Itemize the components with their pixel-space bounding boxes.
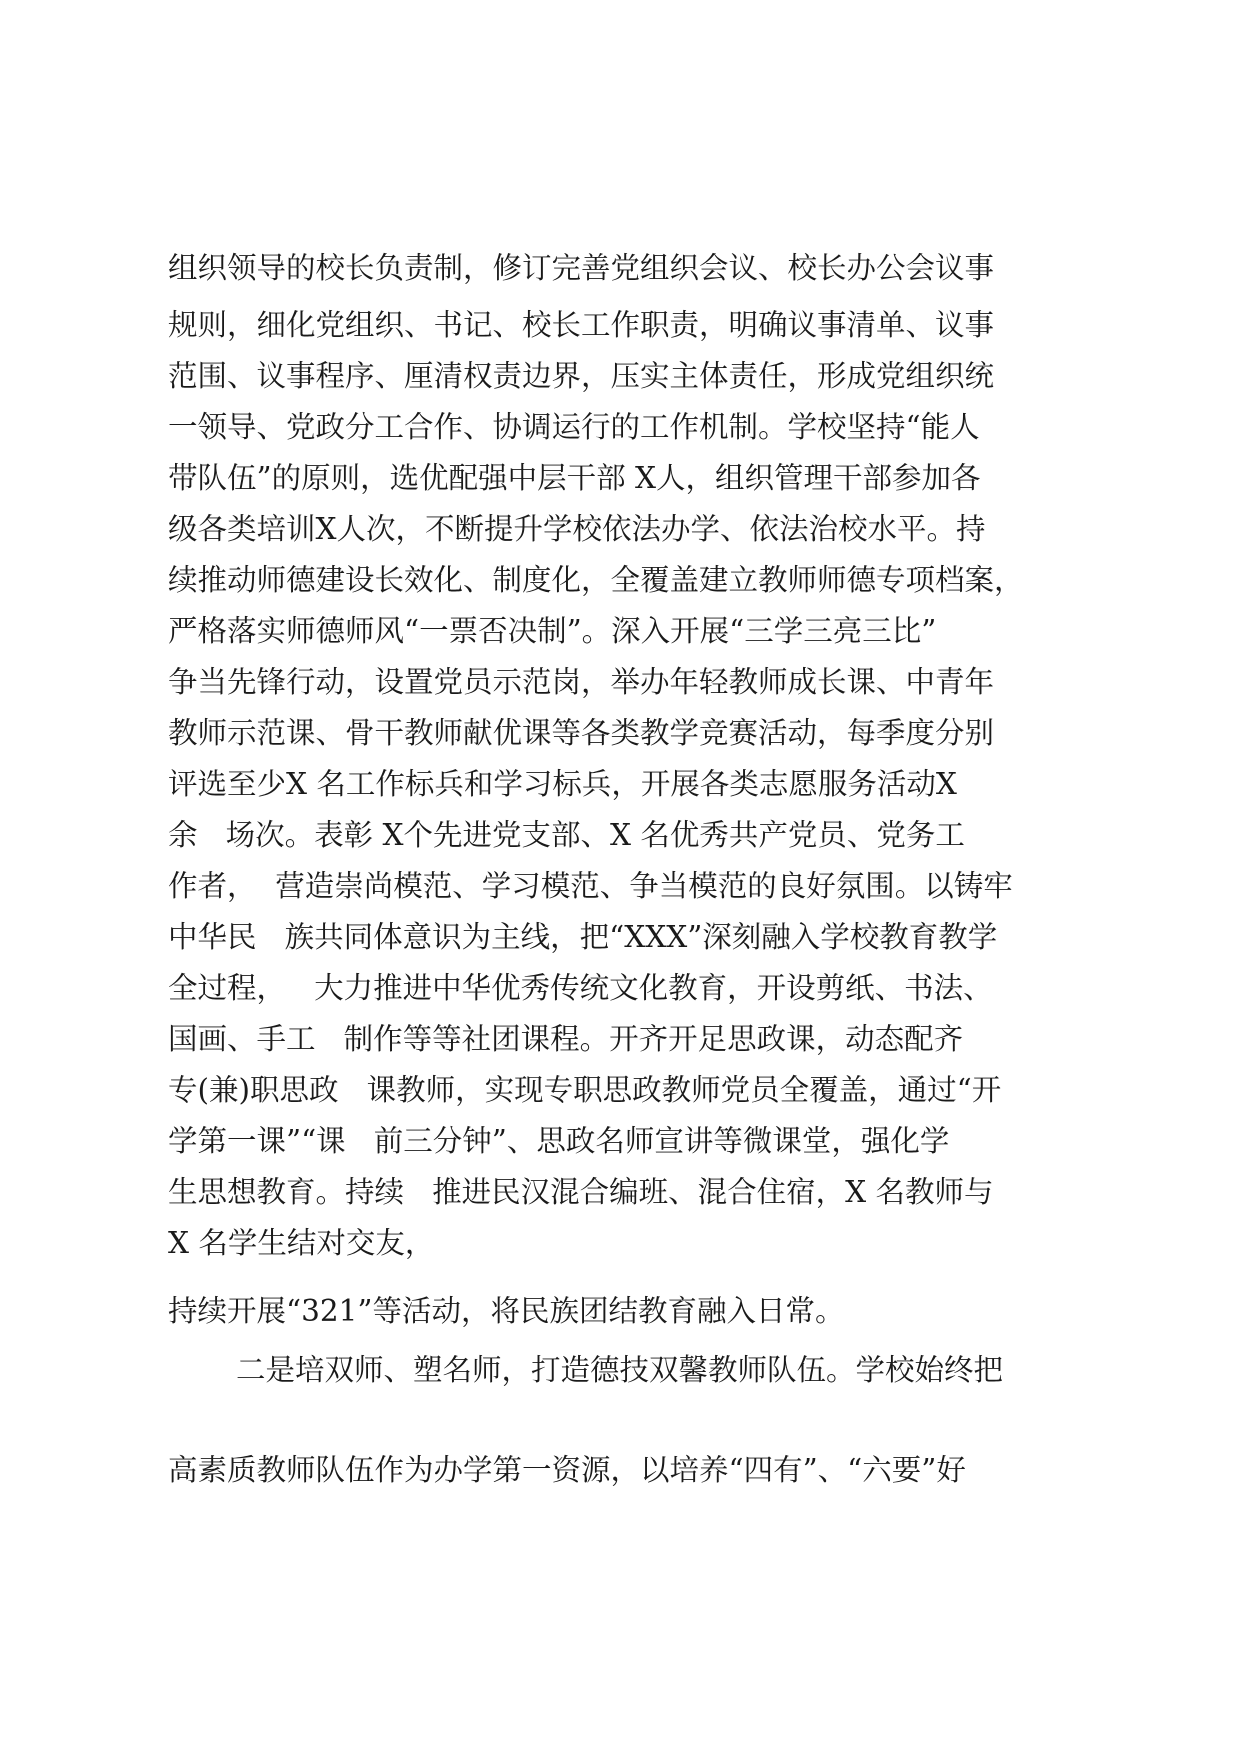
text-line: 持续开展“321”等活动，将民族团结教育融入日常。	[168, 1294, 845, 1328]
text-line: 专(兼)职思政 课教师，实现专职思政教师党员全覆盖，通过“开	[168, 1073, 1002, 1107]
text-line: 严格落实师德师风“一票否决制”。深入开展“三学三亮三比”	[168, 614, 937, 648]
text-line: 教师示范课、骨干教师献优课等各类教学竞赛活动，每季度分别	[168, 716, 995, 750]
text-line: 余 场次。表彰 X个先进党支部、X 名优秀共产党员、党务工	[168, 818, 965, 852]
text-line: 全过程， 大力推进中华优秀传统文化教育，开设剪纸、书法、	[168, 971, 993, 1005]
text-line: 续推动师德建设长效化、制度化，全覆盖建立教师师德专项档案，	[168, 563, 1024, 597]
text-line: 带队伍”的原则，选优配强中层干部 X人，组织管理干部参加各	[168, 461, 981, 495]
paragraph-start-line: 二是培双师、塑名师，打造德技双馨教师队伍。学校始终把	[236, 1353, 1004, 1387]
text-line: 争当先锋行动，设置党员示范岗，举办年轻教师成长课、中青年	[168, 665, 995, 699]
text-line: 范围、议事程序、厘清权责边界，压实主体责任，形成党组织统	[168, 359, 995, 393]
text-line: 高素质教师队伍作为办学第一资源，以培养“四有”、“六要”好	[168, 1453, 966, 1487]
text-line: 国画、手工 制作等等社团课程。开齐开足思政课，动态配齐	[168, 1022, 964, 1056]
text-line: 一领导、党政分工合作、协调运行的工作机制。学校坚持“能人	[168, 410, 980, 444]
text-line: 中华民 族共同体意识为主线，把“XXX”深刻融入学校教育教学	[168, 920, 998, 954]
text-line: 级各类培训X人次，不断提升学校依法办学、依法治校水平。持	[168, 512, 986, 546]
text-line: 规则，细化党组织、书记、校长工作职责，明确议事清单、议事	[168, 308, 995, 342]
text-line: 评选至少X 名工作标兵和学习标兵，开展各类志愿服务活动X	[168, 767, 957, 801]
text-line: 作者， 营造崇尚模范、学习模范、争当模范的良好氛围。以铸牢	[168, 869, 1013, 903]
text-line: 学第一课”“课 前三分钟”、思政名师宣讲等微课堂，强化学	[168, 1124, 950, 1158]
text-line: X 名学生结对交友，	[168, 1226, 435, 1260]
text-line: 生思想教育。持续 推进民汉混合编班、混合住宿，X 名教师与	[168, 1175, 994, 1209]
text-line: 组织领导的校长负责制，修订完善党组织会议、校长办公会议事	[168, 251, 995, 285]
